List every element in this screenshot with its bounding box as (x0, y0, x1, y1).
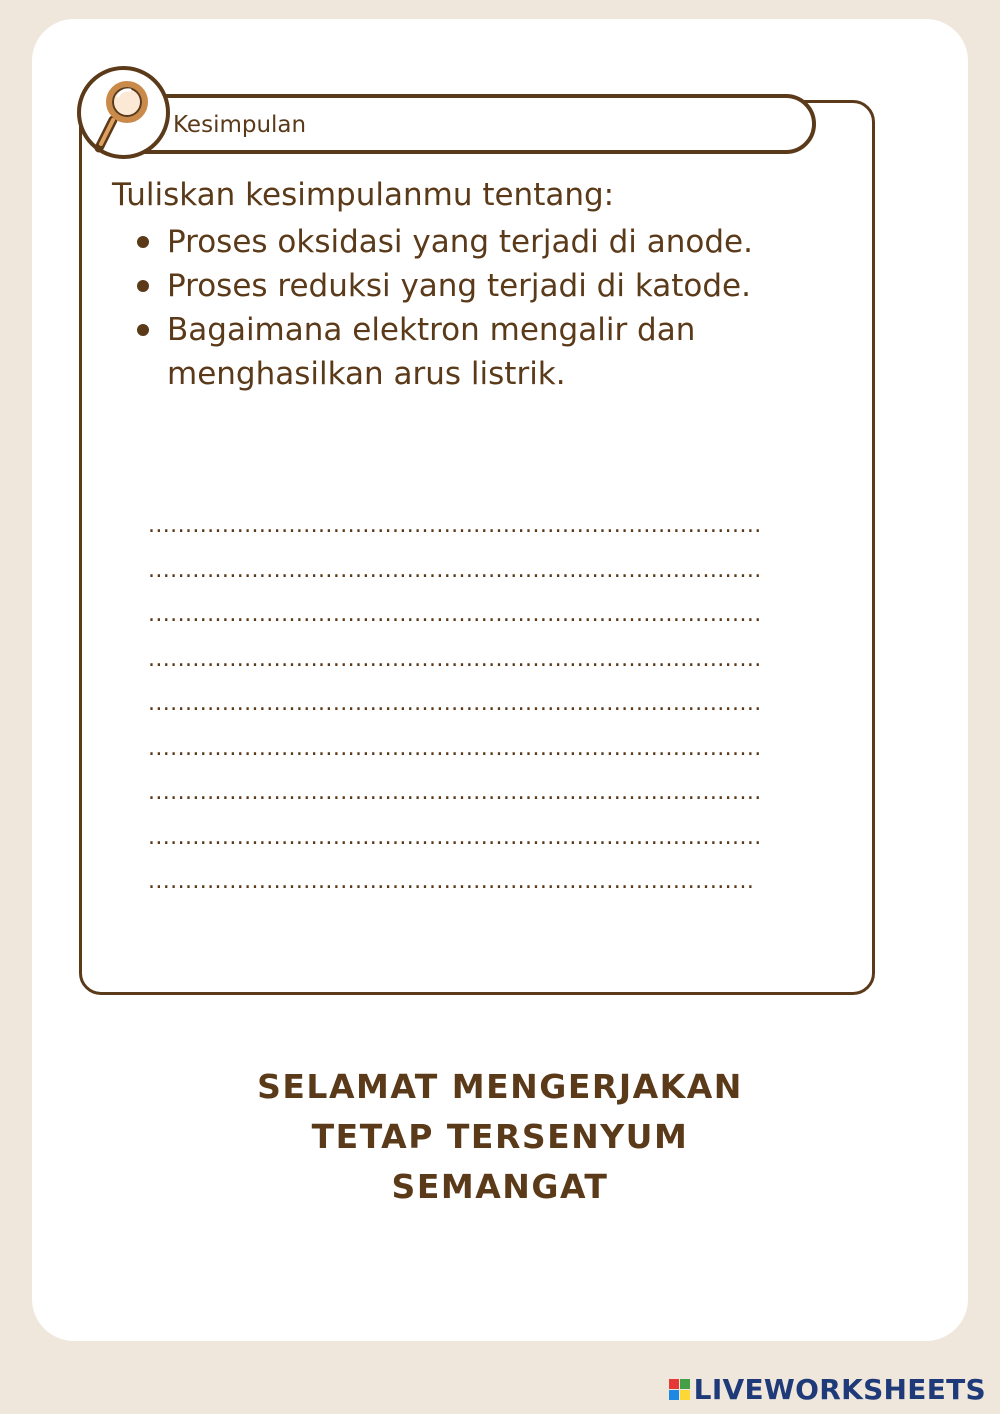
answer-line[interactable] (148, 560, 778, 605)
answer-line-dots: ................................................................................... (148, 693, 762, 716)
closing-line-3: SEMANGAT (391, 1167, 609, 1206)
answer-line[interactable] (148, 827, 778, 872)
answer-line-dots: ................................................................................... (148, 782, 762, 805)
list-item-text: Bagaimana elektron mengalir dan menghasilkan arus listrik. (167, 312, 696, 392)
answer-line[interactable] (148, 604, 778, 649)
list-item (133, 220, 753, 264)
instruction-intro: Tuliskan kesimpulanmu tentang: (112, 177, 615, 213)
answer-line[interactable] (148, 649, 778, 694)
list-item-text: Proses oksidasi yang terjadi di anode. (167, 224, 753, 260)
answer-line-dots: ................................................................................... (148, 515, 762, 538)
answer-line[interactable] (148, 871, 778, 916)
answer-line-dots: ................................................................................... (148, 604, 762, 627)
bullet-icon (137, 236, 149, 248)
bullet-icon (137, 280, 149, 292)
answer-line-dots: ................................................................................... (148, 826, 762, 850)
instruction-list (133, 220, 753, 396)
list-item (133, 264, 753, 308)
answer-line[interactable] (148, 515, 778, 560)
answer-line-dots: .................................................................................. (148, 871, 755, 894)
list-item (133, 308, 753, 396)
closing-line-2: TETAP TERSENYUM (311, 1117, 689, 1156)
answer-line-dots: ................................................................................... (148, 559, 762, 583)
magnifying-glass-icon (77, 66, 170, 159)
answer-area[interactable] (148, 515, 778, 916)
closing-message (0, 1062, 1000, 1212)
answer-line-dots: ................................................................................... (148, 648, 762, 672)
bullet-icon (137, 324, 149, 336)
section-title: Kesimpulan (173, 112, 307, 138)
answer-line-dots: ................................................................................... (148, 737, 762, 761)
list-item-text: Proses reduksi yang terjadi di katode. (167, 268, 751, 304)
liveworksheets-brand[interactable] (669, 1372, 986, 1406)
liveworksheets-logo-icon (669, 1379, 690, 1400)
answer-line[interactable] (148, 782, 778, 827)
brand-name: LIVEWORKSHEETS (693, 1372, 986, 1406)
answer-line[interactable] (148, 738, 778, 783)
closing-line-1: SELAMAT MENGERJAKAN (257, 1067, 743, 1106)
answer-line[interactable] (148, 693, 778, 738)
